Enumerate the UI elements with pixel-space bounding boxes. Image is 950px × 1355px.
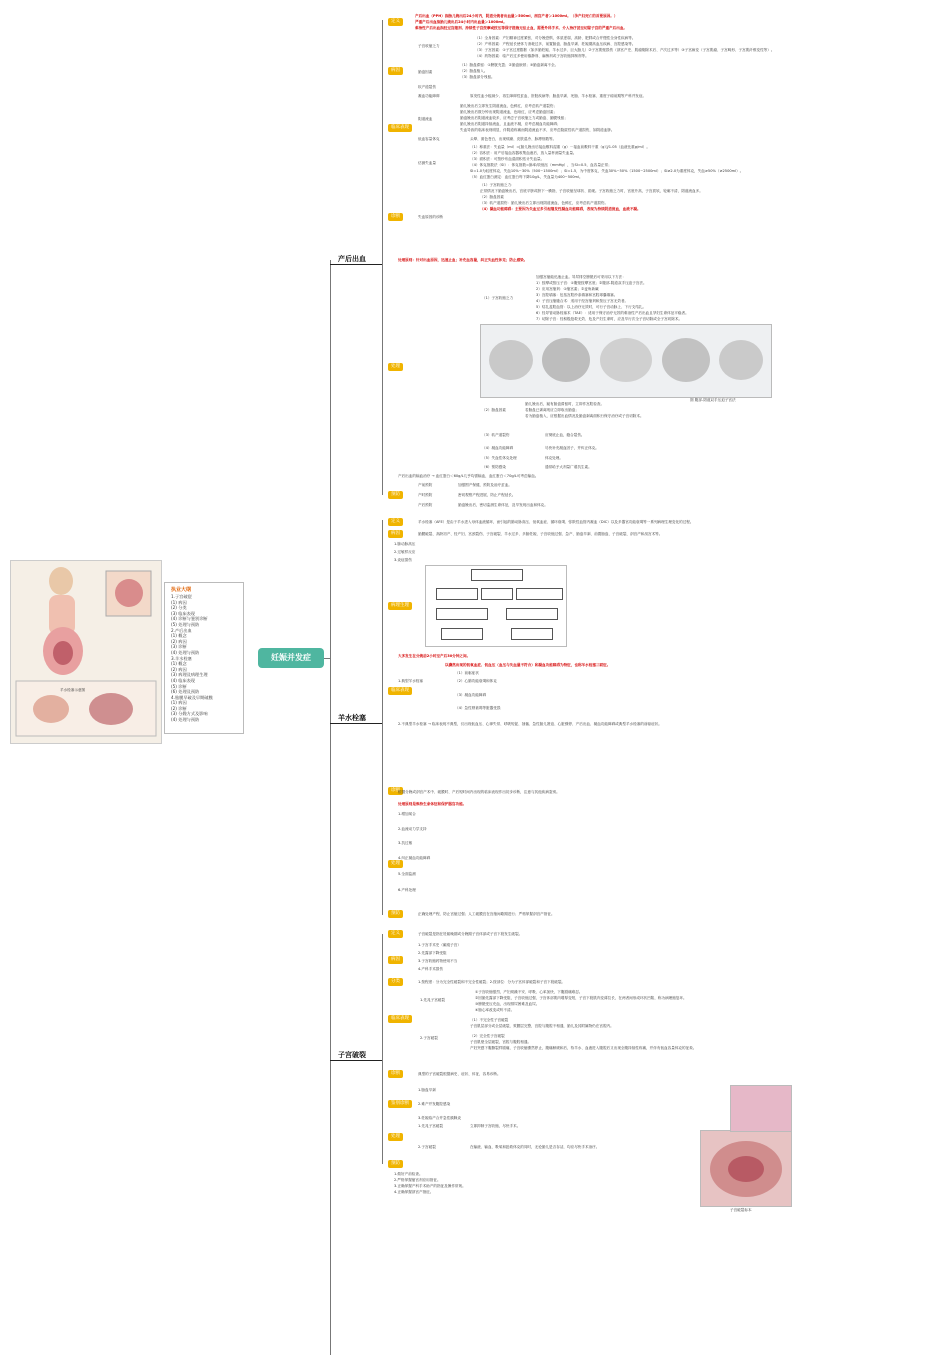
outline-item: 2.产后出血 (171, 627, 192, 633)
pph-def-2: 严重产后出血指胎儿娩出后24小时内出血量＞1000ml。 (415, 20, 507, 24)
pph-atony-1: （1）全身因素：产妇精神过度紧张，对分娩恐惧，体质虚弱，高龄、肥胖或合并慢性全身性疾病等。 (475, 36, 636, 40)
pph-shock: 头晕、面色苍白，出现烦躁、皮肤湿冷、脉搏细数等。 (470, 137, 557, 141)
rup-treat-label-1: 1.先兆子宫破裂 (418, 1124, 443, 1128)
pph-cd-2: 正常情况下胎盘娩出后，宫底平脐或脐下一横指，子宫收缩呈球状、质硬。子宫收缩乏力时，宫底升高，子宫质软，轮廓不清，阴道流血多。 (480, 189, 703, 193)
pph-prev-1: 加强围产保健，预防及治疗贫血。 (458, 483, 512, 487)
pph-atony-label: 子宫收缩乏力 (418, 44, 440, 48)
compression-caption: 图 腹部-阴道双手压迫子宫法 (690, 398, 736, 402)
flow-box (516, 588, 563, 600)
pph-trauma: 软产道裂伤 (418, 85, 436, 89)
pph-diag-label: 估测失血量 (418, 161, 436, 165)
outline-title: 执业大纲 (171, 587, 192, 593)
pph-diag-2: （2）容积法：用产后接血容器收集血液后，放入量杯测量失血量。 (470, 151, 577, 155)
pph-transfusion: 产后出血的输血治疗 → 血红蛋白＜60g/L几乎均需输血，血红蛋白＜70g/L可考虑输血。 (398, 474, 539, 478)
afe-definition: 羊水栓塞（AFE）是由于羊水进入母体血液循环，而引起的肺动脉高压、低氧血症、循环衰竭、弥散性血管内凝血（DIC）以及多器官功能衰竭等一系列病理生理变化的过程。 (418, 520, 694, 524)
compression-figure (480, 324, 772, 398)
afe-treat-red: 处理原则是维持生命体征和保护器官功能。 (398, 802, 467, 806)
outline-list (165, 594, 243, 723)
specimen-illustration (701, 1131, 791, 1206)
tag-definition: 定义 (388, 18, 403, 26)
tag-differential: 鉴别诊断 (388, 1100, 412, 1108)
pph-def-3: 难治性产后出血指经过宫缩剂、持续性子宫按摩或按压等保守措施无法止血，需要外科手术、介入治疗甚至切除子宫的严重产后出血。 (415, 26, 628, 30)
branch-underline (330, 1060, 382, 1061)
left-illustration (10, 560, 162, 744)
rup-diff-2: 2.难产并发腹腔感染 (418, 1102, 451, 1106)
connector (382, 20, 383, 495)
pph-cd-5: （4）凝血功能障碍：主要因为失血过多引起继发性凝血功能障碍，表现为持续阴道流血，血液不凝。 (480, 207, 641, 211)
rup-cause-3: 3.子宫收缩药物使用不当 (418, 959, 458, 963)
pph-placenta-3: （3）胎盘部分残留。 (460, 75, 495, 79)
outline-item: (4) 临床表现 (171, 677, 196, 683)
pph-clin-2: 胎儿娩出后数分钟出现阴道流血，色暗红，应考虑胎盘因素； (460, 110, 558, 114)
pph-infect-treat: 通常给予大剂量广谱抗生素。 (545, 465, 592, 469)
pph-placenta-1: （1）胎盘滞留：①膀胱充盈；②胎盘嵌顿；③胎盘剥离不全。 (460, 63, 559, 67)
afe-typ-5: （4）急性肾衰竭等脏器受损 (455, 706, 501, 710)
pph-diag-3: （3）面积法：可按纱布血湿面积估计失血量。 (470, 157, 545, 161)
tag-cause: 病因 (388, 956, 403, 964)
connector (330, 260, 331, 1355)
tag-classify: 分类 (388, 978, 403, 986)
pph-coag-treat: 尽快补充凝血因子，并纠正休克。 (545, 446, 599, 450)
pph-shock-treat-label: （5）失血性休克处理 (482, 456, 517, 460)
outline-item: (4) 诊断与鉴别诊断 (171, 616, 208, 622)
afe-treat-1: 1.增加氧合 (398, 812, 416, 816)
afe-typ-1: 以骤然出现的低氧血症、低血压（血压与失血量不符合）和凝血功能障碍为特征，也称羊水栓塞三联征。 (445, 663, 611, 667)
anatomy-figure (11, 561, 161, 743)
outline-item: 3.羊水栓塞 (171, 655, 192, 661)
rup-rupt-label: 2.子宫破裂 (420, 1036, 438, 1040)
afe-prevent: 正确处理产程，防止宫缩过强；人工破膜宜在宫缩间歇期进行；严格掌握剖宫产指征。 (418, 912, 555, 916)
outline-item: (4) 处理与预防 (171, 717, 200, 723)
rupture-specimen-image (700, 1130, 792, 1207)
pph-prev-2: 密切观察产程进展，防止产程延长。 (458, 493, 516, 497)
pph-trauma-treat: 应彻底止血，缝合裂伤。 (545, 433, 585, 437)
rup-prev-4: 4.正确掌握剖宫产指征。 (394, 1190, 434, 1194)
branch-afe: 羊水栓塞 (338, 714, 366, 722)
rup-prev-1: 1.做好产前检查。 (394, 1172, 423, 1176)
rup-threat-label: 1.先兆子宫破裂 (420, 998, 445, 1002)
outline-panel (164, 582, 244, 734)
rup-diff-3: 3.妊娠临产合并急性胰腺炎 (418, 1116, 461, 1120)
pph-placenta-treat-label: （2）胎盘因素 (482, 408, 506, 412)
tag-definition: 定义 (388, 518, 403, 526)
rup-prev-2: 2.严格掌握缩宫剂应用指征。 (394, 1178, 441, 1182)
flow-box (506, 608, 558, 620)
pph-atony-3: （3）子宫因素：①子宫过度膨胀（如多胎妊娠、羊水过多、巨大胎儿）②子宫肌壁损伤（剖宫产史、肌瘤剔除术后、产次过多等）③子宫病变（子宫肌瘤、子宫畸形、子宫肌纤维变性等）。 (475, 48, 775, 52)
flow-box (511, 628, 553, 640)
pph-at-1: 加强宫缩能迅速止血。导尿排空膀胱后可采用以下方法： (536, 275, 626, 279)
pph-prev-label-2: 产时预防 (418, 493, 433, 497)
rup-treat-2: 在输液、输血、吸氧和抢救休克的同时，无论胎儿是否存活，均应尽快手术治疗。 (470, 1145, 600, 1149)
outline-item: (3) 分娩方式及影响 (171, 711, 208, 717)
pph-at-5: 4）子宫压缩缝合术：适用于经宫缩剂和按压子宫无效者。 (536, 299, 629, 303)
rup-cause-4: 4.产科手术损伤 (418, 967, 443, 971)
pph-diag-5: SI=1.0为轻度休克，失血10%~30%（500~1500ml）；SI=1.5，为中度休克，失血30%~50%（1500~2500ml）；SI≥2.0为重度休克，失血≥50%（≥2500ml）。 (470, 169, 744, 173)
tag-prevention: 预防 (388, 491, 403, 499)
afe-typ-4: （3）凝血功能障碍 (455, 693, 487, 697)
tag-treatment: 处理 (388, 1133, 403, 1141)
tag-treatment: 处理 (388, 363, 403, 371)
pph-diag-6: （5）血红蛋白测定：血红蛋白每下降10g/L，失血量为400~500ml。 (470, 175, 583, 179)
rup-diag: 典型的子宫破裂根据病史、症状、体征，容易诊断。 (418, 1072, 501, 1076)
branch-rupture: 子宫破裂 (338, 1051, 366, 1059)
afe-atypical: 2.不典型羊水栓塞 → 临床表现不典型，仅出现低血压、心律失常、呼吸短促、抽搐、急性胎儿窘迫、心脏骤停、产后出血、凝血功能障碍或典型羊水栓塞的前驱症状。 (398, 722, 662, 726)
pph-at-8: 7）切除子宫：经积极抢救无效、危及产妇生命时，应及早行次全子宫切除或全子宫切除术。 (536, 317, 683, 321)
outline-item: (6) 处理及预防 (171, 689, 200, 695)
tag-clinical: 临床表现 (388, 1015, 412, 1023)
pph-placenta-label: 胎盘因素 (418, 70, 433, 74)
tag-diagnosis: 诊断 (388, 213, 403, 221)
rup-threat-4: ④胎心率改变或听不清。 (475, 1008, 515, 1012)
outline-item: 4.胎膜早破及早期破膜 (171, 694, 213, 700)
flow-box (441, 628, 483, 640)
pph-at-3: 2）应用宫缩剂：①缩宫素；②麦角新碱 (536, 287, 599, 291)
pph-coag: 原发性血小板减少、再生障碍性贫血、肝脏疾病等；胎盘早剥、死胎、羊水栓塞、重度子痫前期等产科并发症。 (470, 94, 647, 98)
tag-definition: 定义 (388, 930, 403, 938)
rup-threat-2: ②因胎先露部下降受阻，子宫收缩过强，子宫体部肌肉增厚变短，子宫下段肌肉变薄拉长，在两者间形成环状凹陷，称为病理缩复环。 (475, 996, 687, 1000)
pph-clin-5: 失血导致的临床表现明显，伴阴道疼痛而阴道流血不多，应考虑隐匿性软产道损伤，如阴道血肿。 (460, 128, 615, 132)
afe-treat-2: 2.血流动力学支持 (398, 827, 427, 831)
pph-cause-diag-label: 失血原因的诊断 (418, 215, 444, 219)
outline-item: (2) 病因 (171, 666, 187, 672)
tag-cause: 病因 (388, 67, 403, 75)
afe-clin-red: 大多发生在分娩前2小时至产后30分钟之间。 (398, 654, 471, 658)
uterus-compression-illustration (481, 325, 771, 397)
connector (324, 658, 330, 659)
pph-cd-1: （1）子宫收缩乏力： (480, 183, 515, 187)
pph-prev-label-3: 产后预防 (418, 503, 433, 507)
rup-cause-1: 1.子宫手术史（瘢痕子宫） (418, 943, 461, 947)
rup-rupt-4: 子宫肌壁全层破裂，宫腔与腹腔相通。 (470, 1040, 532, 1044)
afe-diag: 根据分娩或剖宫产术中、破膜时、产后短时间内出现的临床表现作出初步诊断，注意与其他疾病鉴别。 (398, 790, 560, 794)
tag-prevention: 预防 (388, 1160, 403, 1168)
outline-item: (5) 处理与预防 (171, 621, 200, 627)
pph-principle: 处理原则：针对出血原因，迅速止血；补充血容量，纠正失血性休克；防止感染。 (398, 258, 528, 262)
afe-cause: 胎膜破裂、高龄初产、经产妇、宫颈裂伤、子宫破裂、羊水过多、多胎妊娠、子宫收缩过强、急产、胎盘早剥、前置胎盘、子宫破裂、剖宫产和刮宫术等。 (418, 532, 663, 536)
pph-diag-1: （1）称重法：失血量（ml）=[胎儿娩出后接血敷料湿重（g）－接血前敷料干重（g）]/1.05（血液比重g/ml）。 (470, 145, 650, 149)
flow-box (471, 569, 523, 581)
connector (382, 934, 383, 1164)
pph-placenta-2: （2）胎盘植入。 (460, 69, 488, 73)
outline-item: (3) 临床表现 (171, 610, 196, 616)
rup-treat-1: 立即抑制子宫收缩，尽快手术。 (470, 1124, 521, 1128)
rup-rupt-1: （1）不完全性子宫破裂 (470, 1018, 509, 1022)
tag-treatment: 处理 (388, 860, 403, 868)
rup-rupt-3: （2）完全性子宫破裂 (470, 1034, 505, 1038)
pph-atony-2: （2）产科因素：产程延长使体力消耗过多，前置胎盘、胎盘早剥、妊娠期高血压疾病、宫腔感染等。 (475, 42, 636, 46)
left-figure-caption: 羊水栓塞示意图 (60, 688, 86, 692)
afe-typical-label: 1.典型羊水栓塞 (398, 679, 423, 683)
tag-pathophysiology: 病理生理 (388, 602, 412, 610)
flow-box (481, 588, 513, 600)
outline-item: (2) 诊断 (171, 705, 187, 711)
outline-item: (1) 病因 (171, 599, 187, 605)
outline-item: (2) 分类 (171, 605, 187, 611)
afe-typ-2: （1）前驱症状 (455, 671, 479, 675)
afe-treat-6: 6.产科处理 (398, 888, 416, 892)
rupture-fig-caption: 子宫破裂标本 (730, 1208, 752, 1212)
pph-def-1: 产后出血（PPH）指胎儿娩出后24小时内，阴道分娩者出血量＞500ml，剖宫产者＞1000ml。（孕产妇死亡的首要原因。） (415, 14, 618, 18)
pph-prev-3: 胎盘娩出后，密切监测生命体征，及早发现出血和休克。 (458, 503, 548, 507)
pph-clin-3: 胎盘娩出后阴道流血较多，应考虑子宫收缩乏力或胎盘、胎膜残留； (460, 116, 568, 120)
rup-cause-2: 2.先露部下降受阻 (418, 951, 447, 955)
pph-atony-4: （4）药物因素：临产后过多使用镇静剂、麻醉剂或子宫收缩抑制剂等。 (475, 54, 589, 58)
pph-at-4: 3）宫腔填塞：包括宫腔纱条填塞和宫腔球囊填塞。 (536, 293, 618, 297)
outline-item: (3) 病理及病理生理 (171, 672, 208, 678)
outline-item: (4) 处理与预防 (171, 649, 200, 655)
branch-pph: 产后出血 (338, 255, 366, 263)
tag-diagnosis: 诊断 (388, 1070, 403, 1078)
center-title: 妊娠并发症 (258, 648, 324, 668)
pph-cd-4: （3）软产道损伤：胎儿娩出后立即出现阴道流血，色鲜红，应考虑软产道损伤。 (480, 201, 609, 205)
pph-bleed-label: 阴道流血 (418, 117, 433, 121)
pph-shock-label: 低血容量休克 (418, 137, 440, 141)
histology-image (730, 1085, 792, 1132)
pph-at-7: 6）经导管动脉栓塞术（TAE）：适用于保守治疗无效的难治性产后出血且孕妇生命体征平稳者。 (536, 311, 689, 315)
afe-patho-3: 3.炎症损伤 (394, 558, 412, 562)
pph-coag-label: 凝血功能障碍 (418, 94, 440, 98)
rup-diff-1: 1.胎盘早剥 (418, 1088, 436, 1092)
afe-typ-3: （2）心肺功能衰竭和休克 (455, 679, 497, 683)
pph-clin-4: 胎儿娩出后阴道持续流血，且血液不凝，应考虑凝血功能障碍； (460, 122, 561, 126)
pph-clin-1: 胎儿娩出后立即发生阴道流血，色鲜红，应考虑软产道裂伤； (460, 104, 558, 108)
rup-rupt-5: 产妇突感下腹撕裂样剧痛，子宫收缩骤然停止，腹痛稍缓和后，待羊水、血液进入腹腔后又出现全腹持续性疼痛，并伴有低血容量休克的征象。 (470, 1046, 697, 1050)
afe-treat-4: 4.纠正凝血功能障碍 (398, 856, 431, 860)
pph-infect-treat-label: （6）预防感染 (482, 465, 506, 469)
pph-prev-label-1: 产前预防 (418, 483, 433, 487)
rup-rupt-2: 子宫肌层部分或全层破裂，浆膜层完整，宫腔与腹腔不相通，胎儿及其附属物仍在宫腔内。 (470, 1024, 614, 1028)
pph-at-2: 1）按摩或按压子宫：①腹壁按摩宫底；②腹部-阴道双手压迫子宫法。 (536, 281, 647, 285)
outline-item: (2) 病因 (171, 638, 187, 644)
tag-cause: 病因 (388, 530, 403, 538)
rup-definition: 子宫破裂是指在妊娠晚期或分娩期子宫体部或子宫下段发生破裂。 (418, 932, 523, 936)
pph-pt-2: 若胎盘已剥离则应立即取出胎盘； (525, 408, 579, 412)
afe-patho-1: 1.肺动脉高压 (394, 542, 416, 546)
pph-coag-treat-label: （4）凝血功能障碍 (482, 446, 514, 450)
rup-prev-3: 3.正确掌握产科手术助产的指征及操作常规。 (394, 1184, 466, 1188)
tag-diagnosis: 诊断 (388, 787, 403, 795)
outline-item: (1) 病因 (171, 700, 187, 706)
rup-threat-3: ③膀胱受压充血，出现排尿困难及血尿。 (475, 1002, 540, 1006)
connector (382, 520, 383, 915)
pph-at-6: 5）结扎盆腔血管：以上治疗无效时，可行子宫动脉上、下行支结扎。 (536, 305, 647, 309)
branch-underline (330, 723, 382, 724)
outline-item: (1) 概念 (171, 661, 187, 667)
tag-prevention: 预防 (388, 910, 403, 918)
pph-trauma-treat-label: （3）软产道裂伤 (482, 433, 510, 437)
outline-item: (5) 诊断 (171, 683, 187, 689)
afe-treat-5: 5.全面监测 (398, 872, 416, 876)
tag-clinical: 临床表现 (388, 687, 412, 695)
outline-item: 1.子宫破裂 (171, 594, 192, 599)
tag-clinical: 临床表现 (388, 124, 412, 132)
outline-item: (1) 概念 (171, 633, 187, 639)
branch-underline (330, 264, 382, 265)
afe-flowchart (425, 565, 567, 647)
pph-pt-1: 胎儿娩出后，疑有胎盘滞留时，立即作宫腔检查。 (525, 402, 605, 406)
outline-item: (3) 诊断 (171, 644, 187, 650)
pph-pt-3: 若为胎盘植入，应根据出血情况及胎盘剥离面积行保守治疗或子宫切除术。 (525, 414, 644, 418)
flow-box (436, 608, 488, 620)
rup-treat-label-2: 2.子宫破裂 (418, 1145, 436, 1149)
pph-shock-treat: 休克处理。 (545, 456, 563, 460)
rup-classify: 1.按程度：分为完全性破裂和不完全性破裂；2.按部位：分为子宫体部破裂和子宫下段破裂。 (418, 980, 566, 984)
pph-diag-4: （4）休克指数法（SI）：休克指数=脉率/收缩压（mmHg），当SI=0.5，血容量正常； (470, 163, 612, 167)
rup-threat-1: ①子宫收缩强烈，产妇烦躁不安、呼吸、心率加快，下腹剧痛难忍。 (475, 990, 583, 994)
afe-patho-2: 2.过敏样反应 (394, 550, 416, 554)
afe-treat-3: 3.抗过敏 (398, 841, 413, 845)
pph-atony-treat-label: （1）子宫收缩乏力 (482, 296, 514, 300)
flow-box (436, 588, 478, 600)
pph-cd-3: （2）胎盘因素 (480, 195, 504, 199)
